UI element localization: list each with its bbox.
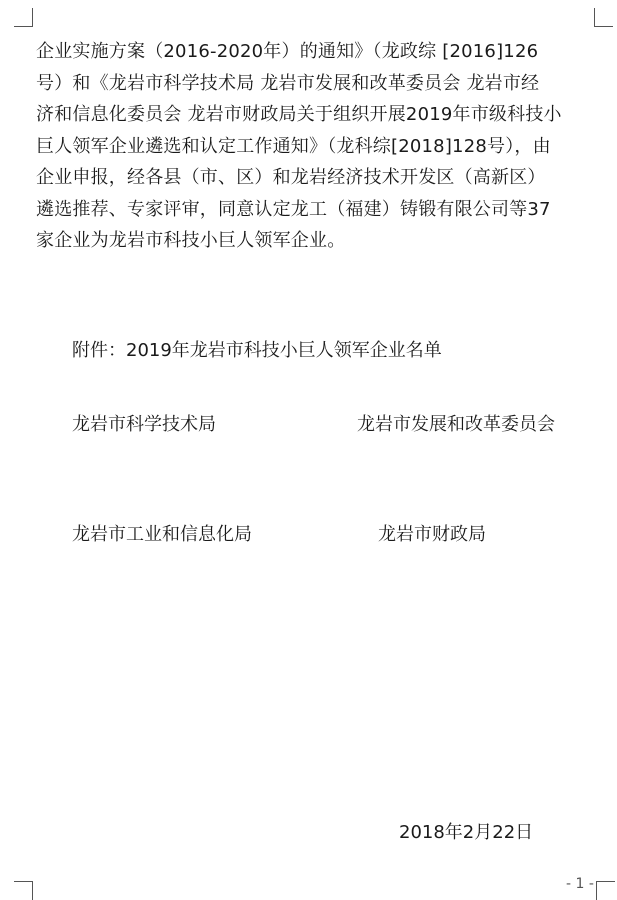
- body-line: 企业申报，经各县（市、区）和龙岩经济技术开发区（高新区）: [36, 167, 546, 188]
- body-line: 巨人领军企业遴选和认定工作通知》（龙科综[2018]128号），由: [36, 135, 551, 157]
- crop-mark-top-right: [594, 8, 613, 27]
- crop-mark-top-left: [14, 8, 33, 27]
- body-line: 家企业为龙岩市科技小巨人领军企业。: [36, 230, 346, 251]
- body-paragraph: [36, 36, 594, 257]
- signatory-industry-bureau: 龙岩市工业和信息化局: [72, 524, 252, 545]
- crop-mark-bottom-left: [14, 881, 33, 900]
- body-line: 号）和《龙岩市科学技术局 龙岩市发展和改革委员会 龙岩市经: [36, 72, 540, 94]
- body-line: 遴选推荐、专家评审，同意认定龙工（福建）铸锻有限公司等37: [36, 198, 551, 220]
- attachment-note: 附件：2019年龙岩市科技小巨人领军企业名单: [72, 340, 442, 361]
- page-number: - 1 -: [566, 876, 594, 892]
- crop-mark-bottom-right: [596, 881, 615, 900]
- signatory-development-commission: 龙岩市发展和改革委员会: [357, 414, 555, 435]
- document-date: 2018年2月22日: [399, 822, 534, 843]
- signatory-finance-bureau: 龙岩市财政局: [378, 524, 486, 545]
- body-line: 济和信息化委员会 龙岩市财政局关于组织开展2019年市级科技小: [36, 104, 562, 125]
- signatory-science-bureau: 龙岩市科学技术局: [72, 414, 216, 435]
- body-line: 企业实施方案（2016-2020年）的通知》（龙政综 [2016]126: [36, 41, 539, 62]
